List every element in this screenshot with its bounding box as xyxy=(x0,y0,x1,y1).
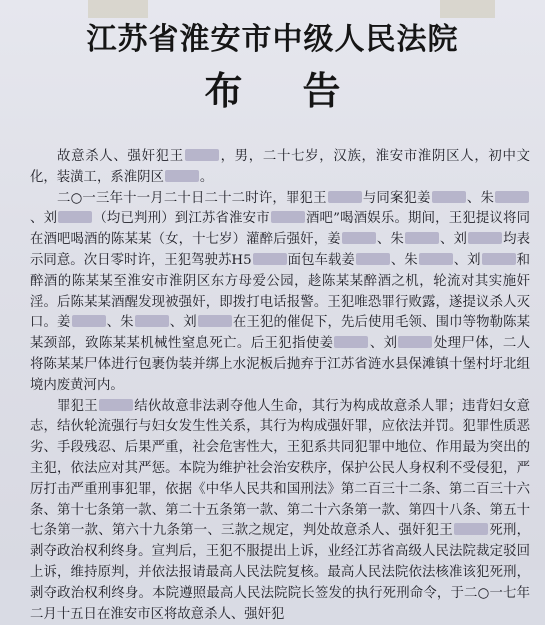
redaction-blur xyxy=(468,232,502,244)
redaction-blur xyxy=(99,399,133,411)
redaction-blur xyxy=(356,253,390,265)
redaction-blur xyxy=(135,315,169,327)
notice-paragraph-2: 二○一三年十一月二十日二十二时许，罪犯王 与同案犯姜 、朱、刘 （均已判刑）到江苏省淮安市 酒吧”喝酒娱乐。期间，王犯提议将同在酒吧喝酒的陈某某（女，十七岁）灌醉后强奸，姜 、朱 、刘 均表示同意。次日零时许，王犯驾驶苏H5 面包车载姜 、朱 、刘 和醉酒的陈某某至淮安市淮阴区东方母爱公园，趁陈某某醉酒之机，轮流对其实施奸淫。后陈某某酒醒发现被强奸，即拨打电话报警。王犯唯恐罪行败露，遂提议杀人灭口。姜 、朱 、刘 在王犯的催促下，先后使用毛领、围巾等物勒陈某某颈部，致陈某某机械性窒息死亡。后王犯指使姜 、刘 处理尸体，二人将陈某某尸体进行包裹伪装并绑上水泥板后抛弃于江苏省涟水县保滩镇十堡村圩北组境内废黄河内。 xyxy=(30,190,531,393)
redaction-blur xyxy=(58,211,92,223)
redaction-blur xyxy=(185,149,219,161)
notice-paragraph-1: 故意杀人、强奸犯王 ，男，二十七岁，汉族，淮安市淮阴区人，初中文化，装潢工，系淮阴区 。 xyxy=(30,149,531,185)
redaction-blur xyxy=(405,232,439,244)
redaction-blur xyxy=(271,211,305,223)
court-name-heading: 江苏省淮安市中级人民法院 xyxy=(86,22,459,57)
notice-paragraph-3: 罪犯王 结伙故意非法剥夺他人生命，其行为构成故意杀人罪；违背妇女意志，结伙轮流强行与妇女发生性关系，其行为构成强奸罪，应依法并罚。犯罪性质恶劣、手段残忍、后果严重，社会危害性大，王犯系共同犯罪中地位、作用最为突出的主犯，依法应对其严惩。本院为维护社会治安秩序，保护公民人身权利不受侵犯，严厉打击严重刑事犯罪，依据《中华人民共和国刑法》第二百三十二条、第二百三十六条、第十七条第一款、第二十五条第一款、第二十六条第一款、第四十八条、第五十七条第一款、第六十九条第一、三款之规定，判处故意杀人、强奸犯王 死刑，剥夺政治权利终身。宣判后，王犯不服提出上诉，业经江苏省高级人民法院裁定驳回上诉，维持原判，并依法报请最高人民法院复核。最高人民法院依法核准该犯死刑，剥夺政治权利终身。本院遵照最高人民法院院长签发的执行死刑命令，于二○一七年二月十五日在淮安市区将故意杀人、强奸犯 xyxy=(30,398,531,622)
redaction-blur xyxy=(432,191,466,203)
notice-body xyxy=(30,147,530,625)
redaction-blur xyxy=(495,191,529,203)
redaction-blur xyxy=(253,253,287,265)
redaction-blur xyxy=(419,253,453,265)
redaction-blur xyxy=(454,523,488,535)
redaction-blur xyxy=(342,232,376,244)
redaction-blur xyxy=(482,253,516,265)
redaction-blur xyxy=(328,191,362,203)
redaction-blur xyxy=(334,336,368,348)
redaction-blur xyxy=(398,336,432,348)
redaction-blur xyxy=(72,315,106,327)
redaction-blur xyxy=(198,315,232,327)
notice-type-heading: 布告 xyxy=(204,68,401,113)
redaction-blur xyxy=(165,170,199,182)
